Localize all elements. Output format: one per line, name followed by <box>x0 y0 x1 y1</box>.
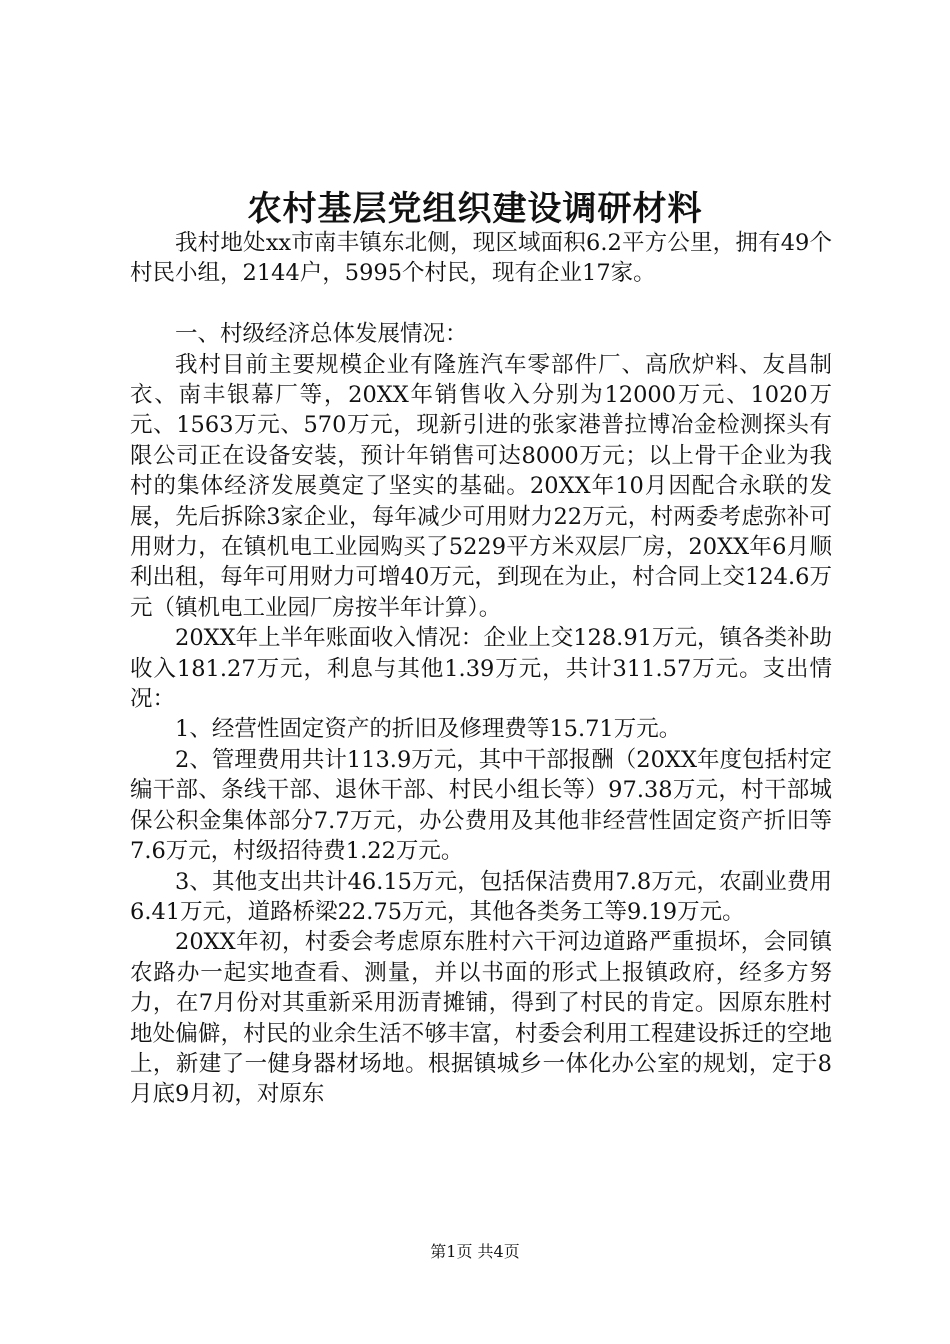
list-item-management-costs: 2、管理费用共计113.9万元，其中干部报酬（20XX年度包括村定编干部、条线干部、退休干部、村民小组长等）97.38万元，村干部城保公积金集体部分7.7万元，办公费用及其他非经营性固定资产折旧等7.6万元，村级招待费1.22万元。 <box>130 746 832 865</box>
list-item-depreciation: 1、经营性固定资产的折旧及修理费等15.71万元。 <box>175 716 682 743</box>
document-body <box>130 228 832 1110</box>
page-footer: 第1页 共4页 <box>430 1242 520 1261</box>
paragraph-income: 20XX年上半年账面收入情况：企业上交128.91万元，镇各类补助收入181.27万元，利息与其他1.39万元，共计311.57万元。支出情况： <box>130 625 832 713</box>
paragraph-road-construction: 20XX年初，村委会考虑原东胜村六干河边道路严重损坏，会同镇农路办一起实地查看、测量，并以书面的形式上报镇政府，经多方努力，在7月份对其重新采用沥青摊铺，得到了村民的肯定。因原东胜村地处偏僻，村民的业余生活不够丰富，村委会利用工程建设拆迁的空地上，新建了一健身器材场地。根据镇城乡一体化办公室的规划，定于8月底9月初，对原东 <box>130 929 832 1108</box>
paragraph-intro: 我村地处xx市南丰镇东北侧，现区域面积6.2平方公里，拥有49个村民小组，2144户，5995个村民，现有企业17家。 <box>130 230 832 287</box>
section-heading-economy: 一、村级经济总体发展情况： <box>175 321 468 348</box>
paragraph-enterprises: 我村目前主要规模企业有隆旌汽车零部件厂、高欣炉料、友昌制衣、南丰银幕厂等，20XX年销售收入分别为12000万元、1020万元、1563万元、570万元，现新引进的张家港普拉博冶金检测探头有限公司正在设备安装，预计年销售可达8000万元；以上骨干企业为我村的集体经济发展奠定了坚实的基础。20XX年10月因配合永联的发展，先后拆除3家企业，每年减少可用财力22万元，村两委考虑弥补可用财力，在镇机电工业园购买了5229平方米双层厂房，20XX年6月顺利出租，每年可用财力可增40万元，到现在为止，村合同上交124.6万元（镇机电工业园厂房按半年计算）。 <box>130 351 832 621</box>
document-title: 农村基层党组织建设调研材料 <box>247 189 703 229</box>
list-item-other-expenses: 3、其他支出共计46.15万元，包括保洁费用7.8万元，农副业费用6.41万元，道路桥梁22.75万元，其他各类务工等9.19万元。 <box>130 868 832 925</box>
